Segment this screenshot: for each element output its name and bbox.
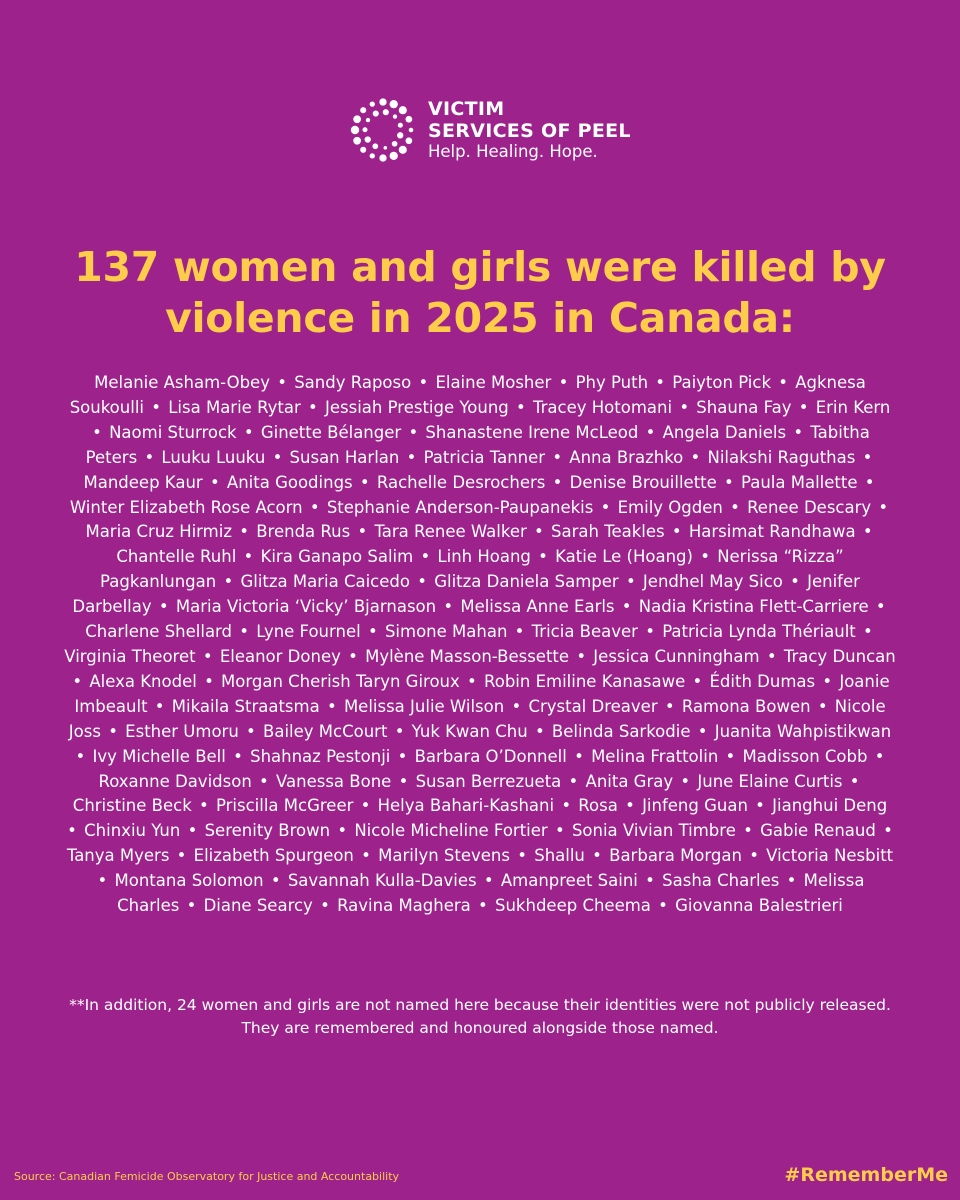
logo-dot [365, 136, 371, 142]
name-separator: • [467, 671, 477, 691]
victim-name: Maria Victoria ‘Vicky’ Bjarnason [175, 597, 437, 617]
dotted-circle-logo-icon [348, 95, 418, 165]
name-separator: • [406, 447, 417, 467]
victim-name: Melina Frattolin [591, 746, 719, 766]
name-separator: • [724, 472, 734, 492]
victim-name: Shallu [534, 846, 585, 866]
victim-name: Erin Kern [815, 397, 891, 417]
name-separator: • [144, 447, 155, 467]
name-separator: • [786, 871, 797, 891]
logo-dot [370, 101, 375, 106]
name-separator: • [417, 572, 427, 592]
victim-name: Gabie Renaud [760, 821, 876, 841]
name-separator: • [749, 846, 759, 866]
name-separator: • [671, 522, 682, 542]
name-separator: • [679, 397, 690, 417]
victim-name: Morgan Cherish Taryn Giroux [221, 671, 460, 691]
victim-name: Luuku Luuku [161, 447, 266, 467]
victim-name: Angela Daniels [662, 422, 787, 442]
name-separator: • [246, 721, 256, 741]
name-separator: • [725, 746, 736, 766]
names-list [64, 371, 896, 919]
victim-name: Marilyn Stevens [378, 846, 510, 866]
name-separator: • [680, 771, 691, 791]
victim-name: Anita Goodings [226, 472, 353, 492]
name-separator: • [326, 696, 337, 716]
victim-name: Kira Ganapo Salim [260, 547, 414, 567]
victim-name: Agknesa Soukoulli [69, 373, 866, 417]
victim-name: Sarah Teakles [551, 522, 665, 542]
victim-name: Joanie Imbeault [74, 671, 890, 716]
logo-dot [390, 152, 398, 160]
victim-name: Rosa [578, 796, 618, 816]
victim-name: Winter Elizabeth Rose Acorn [69, 497, 303, 517]
victim-name: Nadia Kristina Flett-Carriere [638, 597, 869, 617]
victim-name: Roxanne Davidson [98, 771, 252, 791]
name-separator: • [554, 821, 565, 841]
victim-name: Esther Umoru [125, 721, 239, 741]
victim-name: Sukhdeep Cheema [495, 896, 651, 916]
hashtag: #RememberMe [784, 1164, 948, 1186]
name-separator: • [233, 746, 243, 766]
victim-name: Denise Brouillette [569, 472, 717, 492]
name-separator: • [766, 646, 777, 666]
name-separator: • [568, 771, 579, 791]
victim-name: Édith Dumas [709, 671, 816, 691]
victim-name: Virginia Theoret [64, 646, 196, 666]
victim-name: Melissa Anne Earls [460, 597, 615, 617]
name-separator: • [478, 896, 488, 916]
name-separator: • [72, 671, 83, 691]
logo-dot [370, 153, 375, 158]
name-separator: • [658, 896, 668, 916]
victim-name: Vanessa Bone [276, 771, 392, 791]
name-separator: • [202, 646, 213, 666]
name-separator: • [600, 497, 611, 517]
victim-name: Mylène Masson-Bessette [365, 646, 570, 666]
name-separator: • [209, 472, 220, 492]
victim-name: Alexa Knodel [89, 671, 197, 691]
victim-name: Anita Gray [585, 771, 674, 791]
name-separator: • [875, 597, 886, 617]
victim-name: Naomi Sturrock [109, 422, 237, 442]
victim-name: Paula Mallette [741, 472, 858, 492]
name-separator: • [277, 373, 287, 392]
name-separator: • [790, 572, 800, 592]
name-separator: • [863, 622, 873, 642]
victim-name: Nilakshi Raguthas [707, 447, 856, 467]
logo-dot [399, 106, 407, 114]
victim-name: Ivy Michelle Bell [92, 746, 226, 766]
logo-dot [384, 146, 388, 150]
victim-name: Jenifer Darbellay [72, 572, 860, 617]
victim-name: Robin Emiline Kanasawe [484, 671, 686, 691]
victim-name: Charlene Shellard [85, 622, 233, 642]
victim-name: Yuk Kwan Chu [411, 721, 528, 741]
victim-name: Tara Renee Walker [374, 522, 527, 542]
name-separator: • [92, 422, 102, 442]
name-separator: • [862, 522, 873, 542]
logo-dot [397, 132, 403, 138]
logo-dot [360, 107, 366, 113]
logo-dot [373, 110, 379, 116]
name-separator: • [397, 746, 408, 766]
victim-name: Tracey Hotomani [532, 397, 673, 417]
name-separator: • [755, 796, 765, 816]
victim-name: Crystal Dreaver [528, 696, 658, 716]
victim-name: Melanie Asham-Obey [94, 373, 270, 392]
victim-name: Sasha Charles [662, 871, 780, 891]
name-separator: • [822, 671, 833, 691]
name-separator: • [645, 871, 655, 891]
name-separator: • [817, 696, 828, 716]
victim-name: Ginette Bélanger [260, 422, 402, 442]
victim-name: Jinfeng Guan [642, 796, 748, 816]
victim-name: Jianghui Deng [772, 796, 888, 816]
logo-text [428, 98, 631, 162]
logo-dot [353, 115, 361, 123]
victim-name: Mandeep Kaur [83, 472, 203, 492]
name-separator: • [874, 746, 885, 766]
victim-name: Shahnaz Pestonji [250, 746, 391, 766]
name-separator: • [849, 771, 860, 791]
victim-name: Madisson Cobb [742, 746, 868, 766]
name-separator: • [151, 397, 161, 417]
name-separator: • [361, 846, 371, 866]
victim-name: Patricia Lynda Thériault [662, 622, 856, 642]
victim-name: Shauna Fay [696, 397, 792, 417]
name-separator: • [516, 397, 526, 417]
victim-name: Jessica Cunningham [593, 646, 760, 666]
logo-dot [372, 143, 378, 149]
logo-tagline: Help. Healing. Hope. [428, 142, 598, 161]
victim-name: Nicole Micheline Fortier [354, 821, 548, 841]
victim-name: Belinda Sarkodie [551, 721, 691, 741]
name-separator: • [730, 497, 740, 517]
name-separator: • [320, 896, 330, 916]
name-separator: • [308, 397, 318, 417]
victim-name: Elizabeth Spurgeon [193, 846, 354, 866]
logo-dot [399, 146, 407, 154]
name-separator: • [309, 497, 320, 517]
victim-name: Chinxiu Yun [84, 821, 181, 841]
victim-name: Linh Hoang [437, 547, 531, 567]
victim-name: Lisa Marie Rytar [168, 397, 301, 417]
logo-line-1: VICTIM [428, 98, 505, 120]
logo-dot [390, 100, 398, 108]
name-separator: • [625, 572, 636, 592]
logo-dot [406, 116, 413, 123]
name-separator: • [574, 746, 584, 766]
name-separator: • [645, 622, 655, 642]
name-separator: • [243, 547, 254, 567]
name-separator: • [743, 821, 753, 841]
name-separator: • [576, 646, 587, 666]
victim-name: Glitza Maria Caicedo [240, 572, 410, 592]
name-separator: • [204, 671, 214, 691]
name-separator: • [154, 696, 165, 716]
name-separator: • [883, 821, 893, 841]
logo-dot [353, 137, 361, 145]
victim-name: June Elaine Curtis [697, 771, 843, 791]
victim-name: Jendhel May Sico [642, 572, 783, 592]
name-separator: • [561, 796, 572, 816]
name-separator: • [538, 547, 548, 567]
name-separator: • [239, 522, 249, 542]
name-separator: • [337, 821, 348, 841]
name-separator: • [359, 472, 370, 492]
victim-name: Katie Le (Hoang) [555, 547, 693, 567]
victim-name: Mikaila Straatsma [171, 696, 320, 716]
source-credit: Source: Canadian Femicide Observatory for Justice and Accountability [14, 1170, 400, 1183]
victim-name: Chantelle Ruhl [116, 547, 237, 567]
victim-name: Emily Ogden [617, 497, 723, 517]
victim-name: Sandy Raposo [294, 373, 412, 392]
logo-dot [351, 126, 359, 134]
name-separator: • [511, 696, 522, 716]
name-separator: • [357, 522, 368, 542]
victim-name: Harsimat Randhawa [688, 522, 856, 542]
victim-name: Tabitha Peters [85, 422, 870, 467]
name-separator: • [700, 547, 710, 567]
victim-name: Giovanna Balestrieri [675, 896, 843, 916]
name-separator: • [97, 871, 108, 891]
footnote: **In addition, 24 women and girls are not named here because their identities were not publicly released. They are remembered and honoured alongside those named. [69, 996, 891, 1037]
name-separator: • [270, 871, 281, 891]
name-separator: • [360, 796, 371, 816]
name-separator: • [862, 447, 873, 467]
logo-dot [379, 154, 386, 161]
name-separator: • [692, 671, 703, 691]
victim-name: Shanastene Irene McLeod [425, 422, 639, 442]
victim-name: Savannah Kulla-Davies [287, 871, 477, 891]
name-separator: • [864, 472, 875, 492]
organization-logo [348, 92, 631, 168]
victim-name: Melissa Charles [117, 871, 865, 916]
name-separator: • [625, 796, 635, 816]
logo-dot [366, 118, 370, 122]
name-separator: • [272, 447, 283, 467]
victim-name: Tracy Duncan [783, 646, 896, 666]
headline: 137 women and girls were killed by violence in 2025 in Canada: [74, 243, 886, 342]
victim-name: Victoria Nesbitt [766, 846, 894, 866]
victim-name: Jessiah Prestige Young [325, 397, 509, 417]
victim-name: Glitza Daniela Samper [434, 572, 619, 592]
victim-name: Tricia Beaver [531, 622, 638, 642]
name-separator: • [187, 821, 198, 841]
victim-name: Brenda Rus [256, 522, 351, 542]
victim-name: Bailey McCourt [263, 721, 388, 741]
name-separator: • [655, 373, 666, 392]
victim-name: Helya Bahari-Kashani [377, 796, 555, 816]
victim-name: Simone Mahan [384, 622, 508, 642]
victim-name: Tanya Myers [66, 846, 170, 866]
logo-dot [360, 147, 366, 153]
victim-name: Diane Searcy [203, 896, 313, 916]
victim-name: Ramona Bowen [681, 696, 811, 716]
victim-name: Priscilla McGreer [215, 796, 354, 816]
name-separator: • [186, 896, 197, 916]
name-separator: • [243, 422, 254, 442]
name-separator: • [552, 447, 563, 467]
name-separator: • [75, 746, 86, 766]
logo-dot [362, 127, 367, 132]
name-separator: • [778, 373, 788, 392]
name-separator: • [534, 721, 545, 741]
victim-name: Elaine Mosher [435, 373, 552, 392]
name-separator: • [176, 846, 187, 866]
name-separator: • [408, 422, 419, 442]
victim-name: Renee Descary [747, 497, 872, 517]
name-separator: • [443, 597, 454, 617]
victim-name: Juanita Wahpistikwan [714, 721, 892, 741]
name-separator: • [367, 622, 378, 642]
name-separator: • [67, 821, 77, 841]
victim-name: Barbara Morgan [609, 846, 742, 866]
victim-name: Nicole Joss [68, 696, 886, 741]
victim-name: Serenity Brown [204, 821, 331, 841]
name-separator: • [664, 696, 675, 716]
victim-name: Lyne Fournel [256, 622, 361, 642]
victim-name: Eleanor Doney [219, 646, 341, 666]
victim-name: Nerissa “Rizza” Pagkanlungan [100, 547, 844, 592]
name-separator: • [558, 373, 569, 392]
victim-name: Amanpreet Saini [500, 871, 638, 891]
name-separator: • [483, 871, 494, 891]
name-separator: • [418, 373, 429, 392]
name-separator: • [348, 646, 358, 666]
victim-name: Montana Solomon [114, 871, 264, 891]
victim-name: Barbara O’Donnell [414, 746, 567, 766]
victim-name: Rachelle Desrochers [376, 472, 546, 492]
name-separator: • [621, 597, 632, 617]
name-separator: • [645, 422, 656, 442]
name-separator: • [199, 796, 209, 816]
victim-name: Maria Cruz Hirmiz [85, 522, 232, 542]
logo-line-2: SERVICES OF PEEL [428, 120, 631, 142]
victim-name: Christine Beck [72, 796, 192, 816]
logo-dot [406, 137, 413, 144]
name-separator: • [259, 771, 269, 791]
name-separator: • [690, 447, 701, 467]
victim-name: Paiyton Pick [672, 373, 771, 392]
name-separator: • [239, 622, 250, 642]
name-separator: • [878, 497, 889, 517]
victim-name: Ravina Maghera [337, 896, 471, 916]
logo-dot [398, 123, 403, 128]
logo-dot [383, 109, 389, 115]
victim-name: Stephanie Anderson-Paupanekis [326, 497, 594, 517]
name-separator: • [798, 397, 809, 417]
victim-name: Melissa Julie Wilson [343, 696, 505, 716]
victim-name: Sonia Vivian Timbre [571, 821, 736, 841]
name-separator: • [394, 721, 405, 741]
logo-dot [409, 128, 414, 133]
name-separator: • [552, 472, 563, 492]
victim-name: Phy Puth [575, 373, 649, 392]
logo-dot [393, 114, 397, 118]
victim-name: Susan Harlan [289, 447, 400, 467]
name-separator: • [108, 721, 118, 741]
name-separator: • [158, 597, 169, 617]
victim-name: Patricia Tanner [423, 447, 546, 467]
logo-dot [379, 98, 386, 105]
name-separator: • [592, 846, 602, 866]
name-separator: • [517, 846, 527, 866]
name-separator: • [420, 547, 431, 567]
name-separator: • [534, 522, 544, 542]
victim-name: Susan Berrezueta [415, 771, 562, 791]
name-separator: • [697, 721, 708, 741]
victim-name: Anna Brazhko [569, 447, 684, 467]
name-separator: • [514, 622, 525, 642]
name-separator: • [793, 422, 804, 442]
name-separator: • [398, 771, 409, 791]
name-separator: • [223, 572, 234, 592]
logo-dot [392, 141, 398, 147]
